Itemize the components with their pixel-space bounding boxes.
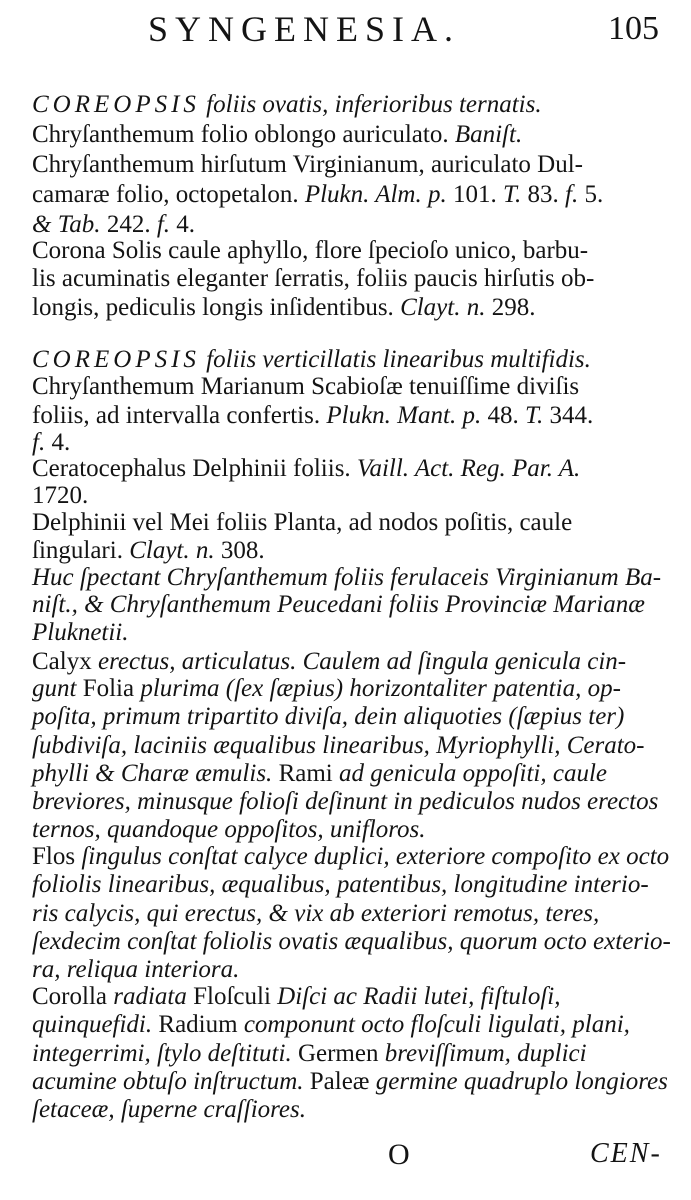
text-segment: Paleæ <box>303 1068 376 1095</box>
text-segment: Chryſanthemum hirſutum Virginianum, auriculato Dul- <box>32 151 583 178</box>
text-segment: longis, pediculis longis inſidentibus. <box>32 294 401 321</box>
text-segment: foliis, ad intervalla confertis. <box>32 402 327 429</box>
text-line <box>32 674 621 704</box>
text-line <box>32 1039 587 1069</box>
text-segment: Baniſt. <box>454 121 523 148</box>
text-segment: 48. <box>481 402 525 429</box>
text-segment: COREOPSIS <box>32 346 200 373</box>
text-segment: camaræ folio, octopetalon. <box>32 181 305 208</box>
text-segment: Corolla <box>32 983 114 1010</box>
text-segment: T. <box>524 402 544 429</box>
text-segment: Germen <box>291 1040 385 1067</box>
text-segment: T. <box>502 181 522 208</box>
text-segment: Flos <box>32 843 82 870</box>
running-title: SYNGENESIA. <box>148 9 461 49</box>
text-line <box>32 759 607 789</box>
text-segment: Huc ſpectant Chryſanthemum foliis ferulaceis Virginianum Ba- <box>32 564 662 591</box>
page-footer <box>0 1138 691 1178</box>
text-segment: 4. <box>170 211 196 238</box>
text-line <box>32 647 626 677</box>
text-segment: foliis verticillatis linearibus multifidis. <box>199 346 591 373</box>
text-line <box>32 563 661 593</box>
text-line <box>32 372 579 402</box>
text-segment: Clayt. n. <box>400 294 486 321</box>
text-line <box>32 536 265 566</box>
text-segment: 4. <box>45 429 71 456</box>
text-segment: 344. <box>543 402 594 429</box>
text-segment: 308. <box>214 537 265 564</box>
text-segment: poſita, primum tripartito diviſa, dein aliquoties (ſæpius ter) <box>32 703 625 730</box>
text-segment: plurima (ſex ſæpius) horizontaliter patentia, op- <box>140 675 621 702</box>
catchword: CEN- <box>590 1138 662 1169</box>
text-segment: niſt., & Chryſanthemum Peucedani foliis Provinciæ Marianæ <box>32 591 645 618</box>
text-segment: acumine obtuſo inſtructum. <box>32 1068 304 1095</box>
text-line <box>32 508 572 538</box>
text-segment: Corona Solis caule aphyllo, flore ſpecioſo unico, barbu- <box>32 237 589 264</box>
text-segment: ſetaceæ, ſuperne craſſiores. <box>32 1096 307 1123</box>
text-segment: foliolis linearibus, æqualibus, patentibus, longitudine interio- <box>32 871 649 898</box>
text-segment: radiata <box>113 983 187 1010</box>
text-line <box>32 955 239 985</box>
text-segment: breviores, minusque folioſi deſinunt in pediculos nudos erectos <box>32 788 659 815</box>
text-line <box>32 345 591 375</box>
text-line <box>32 1067 668 1097</box>
text-line <box>32 815 426 845</box>
text-segment: componunt octo floſculi ligulati, plani, <box>243 1011 630 1038</box>
text-segment: integerrimi, ſtylo deſtituti. <box>32 1040 292 1067</box>
text-segment: germine quadruplo longiores <box>375 1068 668 1095</box>
text-line <box>32 481 88 511</box>
text-segment: Plukn. Mant. p. <box>326 402 482 429</box>
text-segment: Pluknetii. <box>32 619 129 646</box>
text-segment: phylli & Charæ æmulis. <box>32 760 273 787</box>
text-segment: Plukn. Alm. p. <box>304 181 447 208</box>
text-segment: Vaill. Act. Reg. Par. A. <box>356 455 581 482</box>
text-segment: breviſſimum, duplici <box>384 1040 587 1067</box>
text-segment: Radium <box>152 1011 244 1038</box>
text-segment: 5. <box>578 181 604 208</box>
text-segment: Folia <box>76 675 141 702</box>
text-segment: Floſculi <box>186 983 278 1010</box>
text-segment: 1720. <box>32 482 89 509</box>
text-line <box>32 180 603 210</box>
text-line <box>32 293 535 323</box>
text-segment: ſubdiviſa, laciniis æqualibus linearibus, Myriophylli, Cerato- <box>32 732 645 759</box>
text-segment: ra, reliqua interiora. <box>32 956 240 983</box>
text-segment: Calyx <box>32 648 98 675</box>
text-line <box>32 1095 306 1125</box>
text-segment: Ceratocephalus Delphinii foliis. <box>32 455 357 482</box>
text-segment: Rami <box>272 760 339 787</box>
text-segment: 298. <box>485 294 536 321</box>
text-line <box>32 870 649 900</box>
text-line <box>32 618 129 648</box>
text-line <box>32 150 583 180</box>
text-line <box>32 90 542 120</box>
text-segment: ternos, quandoque oppoſitos, unifloros. <box>32 816 426 843</box>
page-number: 105 <box>608 10 659 47</box>
text-segment: f. <box>156 211 171 238</box>
text-segment: quinquefidi. <box>32 1011 153 1038</box>
text-line <box>32 899 599 929</box>
signature-mark: O <box>388 1138 410 1171</box>
text-line <box>32 454 580 484</box>
text-line <box>32 401 593 431</box>
text-segment: Chryſanthemum Marianum Scabioſæ tenuiſſime diviſis <box>32 373 580 400</box>
text-line <box>32 264 594 294</box>
text-segment: ſexdecim conſtat foliolis ovatis æqualibus, quorum octo exterio- <box>32 928 671 955</box>
text-segment: f. <box>565 181 579 208</box>
text-segment: erectus, articulatus. Caulem ad ſingula genicula cin- <box>97 648 627 675</box>
text-line <box>32 590 645 620</box>
text-segment: COREOPSIS <box>32 91 200 118</box>
text-line <box>32 702 624 732</box>
text-segment: & Tab. <box>32 211 101 238</box>
text-line <box>32 731 644 761</box>
text-segment: 83. <box>521 181 566 208</box>
text-segment: Clayt. n. <box>129 537 215 564</box>
text-segment: Chryſanthemum folio oblongo auriculato. <box>32 121 455 148</box>
text-segment: 242. <box>100 211 157 238</box>
text-segment: Diſci ac Radii lutei, fiſtuloſi, <box>277 983 561 1010</box>
text-segment: ad genicula oppoſiti, caule <box>338 760 607 787</box>
text-line <box>32 1010 630 1040</box>
text-line <box>32 927 671 957</box>
text-segment: ſingulus conſtat calyce duplici, exteriore compoſito ex octo <box>81 843 670 870</box>
text-line <box>32 120 522 150</box>
text-line <box>32 842 669 872</box>
text-segment: Delphinii vel Mei foliis Planta, ad nodos poſitis, caule <box>32 509 573 536</box>
text-segment: f. <box>32 429 46 456</box>
text-segment: lis acuminatis eleganter ſerratis, foliis paucis hirſutis ob- <box>32 265 595 292</box>
text-segment: gunt <box>32 675 77 702</box>
text-line <box>32 236 588 266</box>
text-line <box>32 787 658 817</box>
text-line <box>32 982 560 1012</box>
text-segment: ris calycis, qui erectus, & vix ab exteriori remotus, teres, <box>32 900 600 927</box>
text-segment: 101. <box>446 181 503 208</box>
text-segment: ſingulari. <box>32 537 130 564</box>
text-segment: foliis ovatis, inferioribus ternatis. <box>199 91 542 118</box>
running-head <box>0 6 691 56</box>
